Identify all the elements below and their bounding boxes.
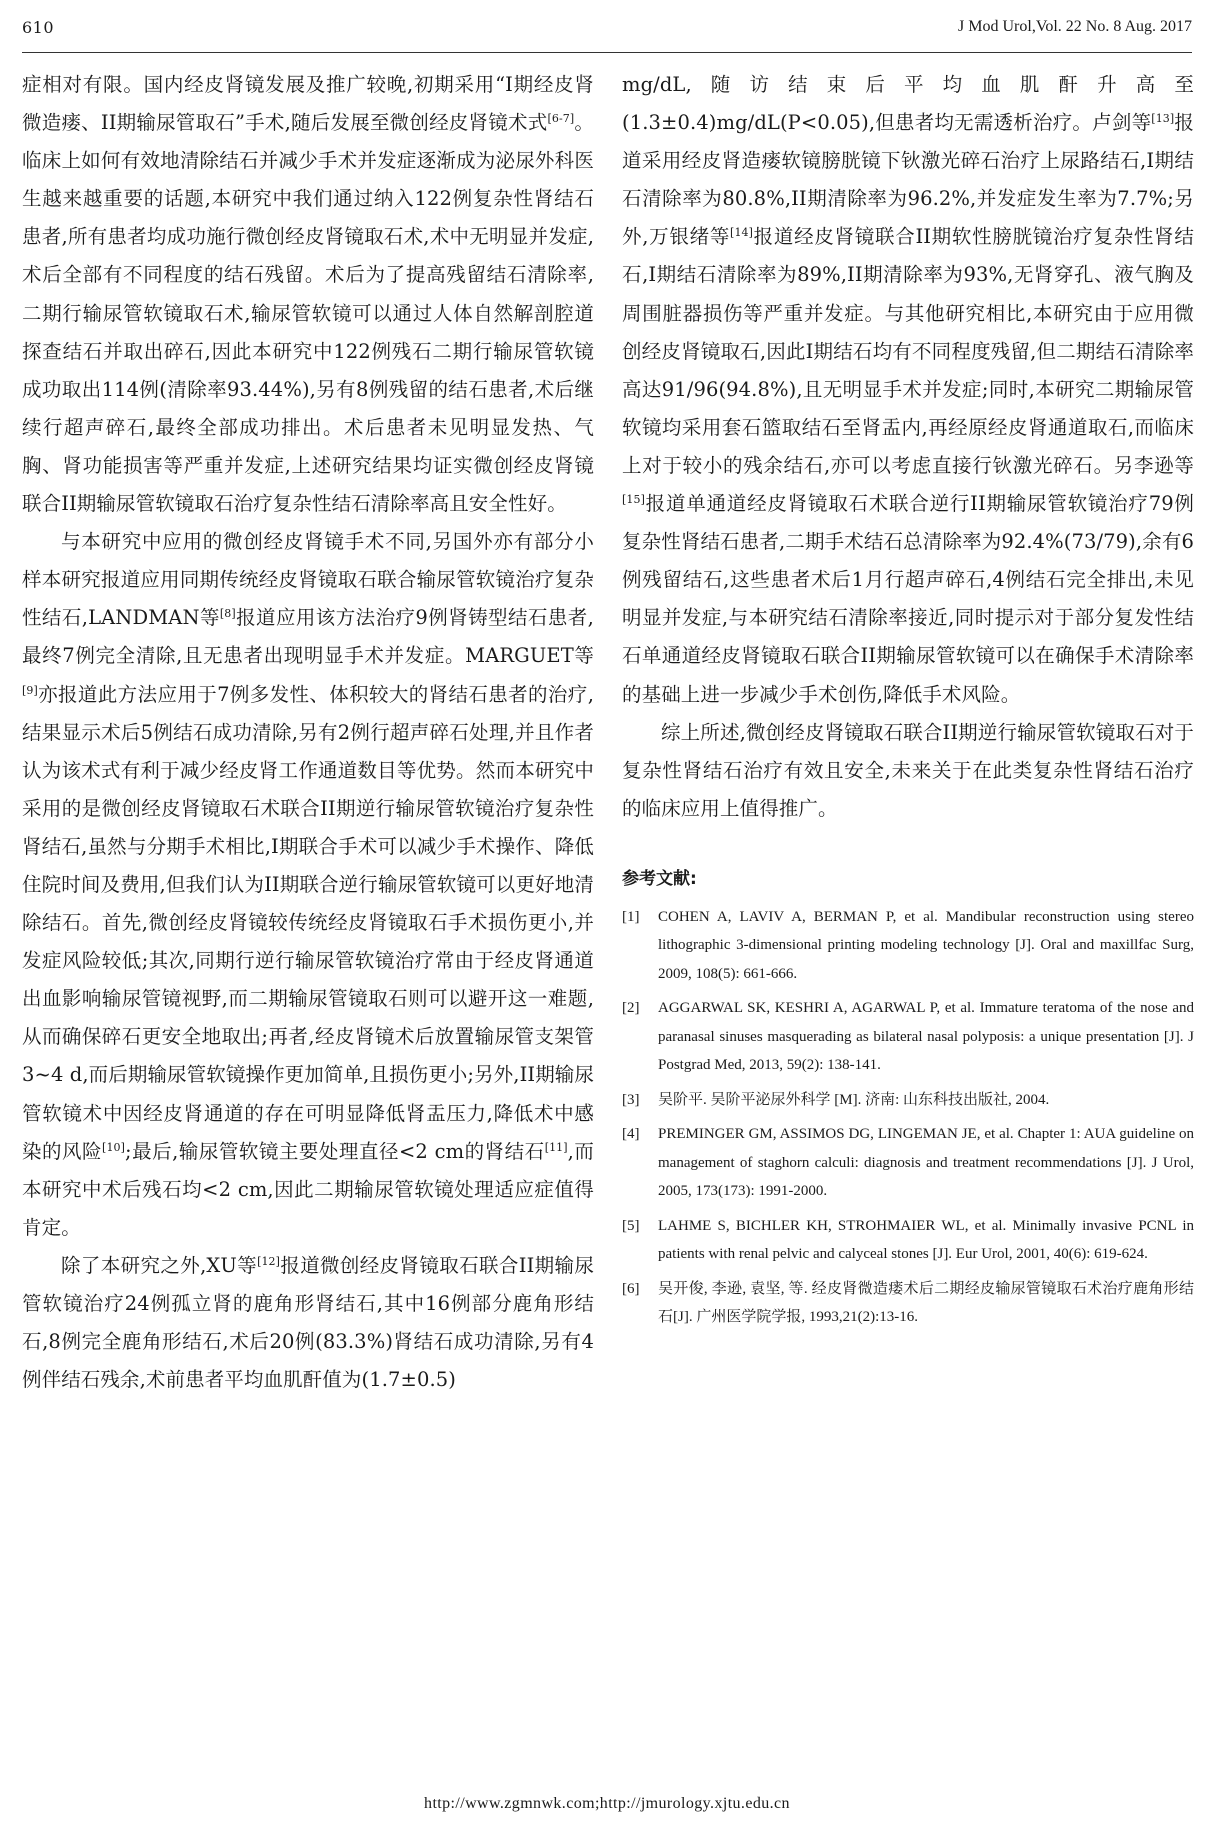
citation-marker: [9] (22, 683, 38, 697)
reference-item (622, 994, 1194, 1080)
text-run: 报道微创经皮肾镜取石联合II期输尿管软镜治疗24例孤立肾的鹿角形肾结石,其中16例部分鹿角形结石,8例完全鹿角形结石,术后20例(83.3%)肾结石成功清除,另有4例伴结石残余,术前患者平均血肌酐值为(1.7±0.5) (22, 1253, 594, 1392)
page-number: 610 (22, 18, 55, 37)
paragraph (22, 1247, 594, 1399)
reference-number: [2] (622, 1000, 640, 1017)
reference-item (622, 1275, 1194, 1332)
citation-marker: [10] (102, 1140, 126, 1154)
citation-marker: [14] (730, 226, 754, 240)
references-heading: 参考文献: (622, 868, 697, 889)
text-run: 报道经皮肾镜联合II期软性膀胱镜治疗复杂性肾结石,I期结石清除率为89%,II期清除率为93%,无肾穿孔、液气胸及周围脏器损伤等严重并发症。与其他研究相比,本研究由于应用微创经皮肾镜取石,因此I期结石均有不同程度残留,但二期结石清除率高达91/96(94.8%),且无明显手术并发症;同时,本研究二期输尿管软镜均采用套石篮取结石至肾盂内,再经原经皮肾通道取石,而临床上对于较小的残余结石,亦可以考虑直接行钬激光碎石。另李逊等 (622, 225, 1194, 477)
reference-item (622, 1086, 1194, 1115)
text-run: 亦报道此方法应用于7例多发性、体积较大的肾结石患者的治疗,结果显示术后5例结石成功清除,另有2例行超声碎石处理,并且作者认为该术式有利于减少经皮肾工作通道数目等优势。然而本研究中采用的是微创经皮肾镜取石术联合II期逆行输尿管软镜治疗复杂性肾结石,虽然与分期手术相比,I期联合手术可以减少手术操作、降低住院时间及费用,但我们认为II期联合逆行输尿管软镜可以更好地清除结石。首先,微创经皮肾镜较传统经皮肾镜取石手术损伤更小,并发症风险较低;其次,同期行逆行输尿管软镜治疗常由于经皮肾通道出血影响输尿管镜视野,而二期输尿管镜取石则可以避开这一难题,从而确保碎石更安全地取出;再者,经皮肾镜术后放置输尿管支架管3~4 d,而后期输尿管软镜操作更加简单,且损伤更小;另外,II期输尿管软镜术中因经皮肾通道的存在可明显降低肾盂压力,降低术中感染的风险 (22, 682, 594, 1163)
reference-number: [3] (622, 1091, 640, 1108)
text-run: ,而本研究中术后残石均<2 cm,因此二期输尿管软镜处理适应症值得肯定。 (22, 1139, 594, 1239)
paragraph (22, 66, 594, 523)
page-header (22, 18, 1192, 44)
text-run: 除了本研究之外,XU等 (61, 1253, 258, 1277)
citation-marker: [6-7] (547, 112, 575, 126)
reference-item (622, 1212, 1194, 1269)
reference-text: COHEN A, LAVIV A, BERMAN P, et al. Mandibular reconstruction using stereo lithographic 3-dimensional printing modeling technology [J]. Oral and maxillfac Surg, 2009, 108(5): 661-666. (658, 908, 1194, 982)
reference-text: 吴开俊, 李逊, 袁坚, 等. 经皮肾微造瘘术后二期经皮输尿管镜取石术治疗鹿角形结石[J]. 广州医学院学报, 1993,21(2):13-16. (658, 1280, 1194, 1326)
paragraph (22, 523, 594, 1247)
text-run: 与本研究中应用的微创经皮肾镜手术不同,另国外亦有部分小样本研究报道应用同期传统经皮肾镜取石联合输尿管软镜治疗复杂性结石,LANDMAN等 (22, 530, 594, 630)
text-run: 报道单通道经皮肾镜取石术联合逆行II期输尿管软镜治疗79例复杂性肾结石患者,二期手术结石总清除率为92.4%(73/79),余有6例残留结石,这些患者术后1月行超声碎石,4例结石完全排出,未见明显并发症,与本研究结石清除率接近,同时提示对于部分复发性结石单通道经皮肾镜取石联合II期输尿管软镜可以在确保手术清除率的基础上进一步减少手术创伤,降低手术风险。 (622, 492, 1194, 706)
text-run: 报道应用该方法治疗9例肾铸型结石患者,最终7例完全清除,且无患者出现明显手术并发症。MARGUET等 (22, 606, 594, 668)
reference-text: LAHME S, BICHLER KH, STROHMAIER WL, et al. Minimally invasive PCNL in patients with renal pelvic and calyceal stones [J]. Eur Urol, 2001, 40(6): 619-624. (658, 1217, 1194, 1263)
left-column (22, 66, 594, 1399)
citation-marker: [8] (219, 607, 236, 621)
text-run: 综上所述,微创经皮肾镜取石联合II期逆行输尿管软镜取石对于复杂性肾结石治疗有效且安全,未来关于在此类复杂性肾结石治疗的临床应用上值得推广。 (622, 720, 1194, 820)
citation-marker: [15] (622, 493, 645, 507)
reference-list (622, 903, 1194, 1332)
reference-text: AGGARWAL SK, KESHRI A, AGARWAL P, et al. Immature teratoma of the nose and paranasal sinuses masquerading as bilateral nasal polyposis: a unique presentation [J]. J Postgrad Med, 2013, 59(2): 138-141. (658, 1000, 1194, 1074)
citation-marker: [12] (257, 1254, 281, 1268)
reference-number: [1] (622, 908, 640, 925)
reference-number: [6] (622, 1280, 640, 1297)
header-rule (22, 52, 1192, 53)
text-run: 报道采用经皮肾造瘘软镜膀胱镜下钬激光碎石治疗上尿路结石,I期结石清除率为80.8%,II期清除率为96.2%,并发症发生率为7.7%;另外,万银绪等 (622, 111, 1194, 249)
text-run: 。临床上如何有效地清除结石并减少手术并发症逐渐成为泌尿外科医生越来越重要的话题,本研究中我们通过纳入122例复杂性肾结石患者,所有患者均成功施行微创经皮肾镜取石术,术中无明显并发症,术后全部有不同程度的结石残留。术后为了提高残留结石清除率,二期行输尿管软镜取石术,输尿管软镜可以通过人体自然解剖腔道探查结石并取出碎石,因此本研究中122例残石二期行输尿管软镜成功取出114例(清除率93.44%),另有8例残留的结石患者,术后继续行超声碎石,最终全部成功排出。术后患者未见明显发热、气胸、肾功能损害等严重并发症,上述研究结果均证实微创经皮肾镜联合II期输尿管软镜取石治疗复杂性结石清除率高且安全性好。 (22, 111, 594, 516)
right-column (622, 66, 1194, 1338)
reference-item (622, 903, 1194, 989)
journal-citation: J Mod Urol,Vol. 22 No. 8 Aug. 2017 (958, 18, 1192, 35)
reference-text: 吴阶平. 吴阶平泌尿外科学 [M]. 济南: 山东科技出版社, 2004. (658, 1091, 1050, 1108)
text-run: ;最后,输尿管软镜主要处理直径<2 cm的肾结石 (125, 1139, 545, 1163)
page-footer: http://www.zgmnwk.com;http://jmurology.xjtu.edu.cn (424, 1795, 790, 1812)
text-run: mg/dL,随访结束后平均血肌酐升高至(1.3±0.4)mg/dL(P<0.05),但患者均无需透析治疗。卢剑等 (622, 73, 1194, 135)
reference-number: [5] (622, 1217, 640, 1234)
paragraph (622, 714, 1194, 828)
paragraph (622, 66, 1194, 714)
reference-item (622, 1120, 1194, 1206)
citation-marker: [11] (544, 1140, 568, 1154)
citation-marker: [13] (1151, 112, 1175, 126)
text-run: 症相对有限。国内经皮肾镜发展及推广较晚,初期采用“I期经皮肾微造瘘、II期输尿管取石”手术,随后发展至微创经皮肾镜术式 (22, 73, 594, 135)
reference-text: PREMINGER GM, ASSIMOS DG, LINGEMAN JE, et al. Chapter 1: AUA guideline on management of staghorn calculi: diagnosis and treatment recommendations [J]. J Urol, 2005, 173(173): 1991-2000. (658, 1126, 1194, 1200)
reference-number: [4] (622, 1126, 640, 1143)
